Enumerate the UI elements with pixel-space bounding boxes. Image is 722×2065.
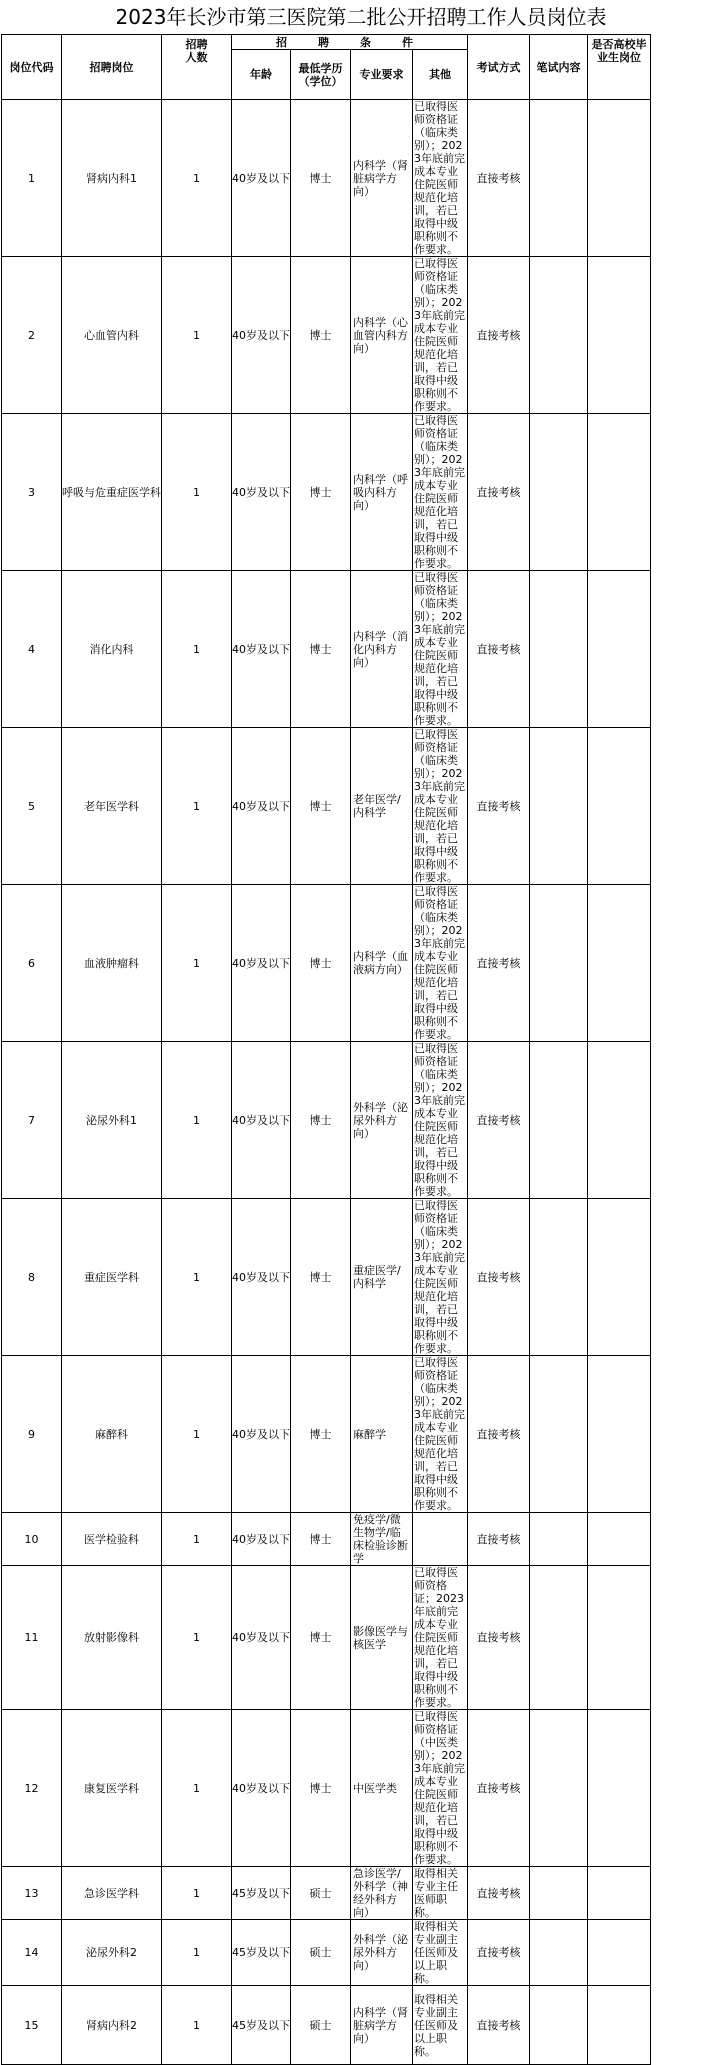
cell-age: 40岁及以下 <box>232 257 291 414</box>
cell-code: 7 <box>2 1042 62 1199</box>
cell-exam: 直接考核 <box>468 100 530 257</box>
cell-other: 已取得医师资格证（临床类别）；2023年底前完成本专业住院医师规范化培训，若已取得中级职称则不作要求。 <box>413 1356 468 1513</box>
cell-exam: 直接考核 <box>468 728 530 885</box>
cell-major: 外科学（泌尿外科方向） <box>351 1920 413 1986</box>
cell-other: 已取得医师资格证（临床类别）；2023年底前完成本专业住院医师规范化培训，若已取得中级职称则不作要求。 <box>413 728 468 885</box>
cell-written <box>530 257 588 414</box>
cell-graduate <box>588 1710 651 1867</box>
cell-post: 康复医学科 <box>62 1710 162 1867</box>
cell-count: 1 <box>162 1199 232 1356</box>
cell-age: 40岁及以下 <box>232 1199 291 1356</box>
cell-written <box>530 1513 588 1566</box>
cell-age: 45岁及以下 <box>232 1920 291 1986</box>
cell-other: 已取得医师资格证（临床类别）；2023年底前完成本专业住院医师规范化培训，若已取得中级职称则不作要求。 <box>413 100 468 257</box>
cell-other: 取得相关专业副主任医师及以上职称。 <box>413 1986 468 2065</box>
cell-major: 中医学类 <box>351 1710 413 1867</box>
cell-post: 心血管内科 <box>62 257 162 414</box>
cell-other: 已取得医师资格证（临床类别）；2023年底前完成本专业住院医师规范化培训，若已取得中级职称则不作要求。 <box>413 1042 468 1199</box>
cell-written <box>530 885 588 1042</box>
cell-written <box>530 1867 588 1920</box>
header-written: 笔试内容 <box>530 35 588 100</box>
cell-education: 博士 <box>291 1513 351 1566</box>
cell-age: 40岁及以下 <box>232 885 291 1042</box>
header-code: 岗位代码 <box>2 35 62 100</box>
cell-post: 血液肿瘤科 <box>62 885 162 1042</box>
cell-count: 1 <box>162 885 232 1042</box>
cell-count: 1 <box>162 414 232 571</box>
cell-code: 9 <box>2 1356 62 1513</box>
cell-education: 博士 <box>291 885 351 1042</box>
header-count <box>162 35 232 100</box>
cell-count: 1 <box>162 1042 232 1199</box>
header-major: 专业要求 <box>351 50 413 100</box>
cell-education: 博士 <box>291 1042 351 1199</box>
cell-education: 博士 <box>291 1199 351 1356</box>
cell-major: 内科学（消化内科方向） <box>351 571 413 728</box>
cell-exam: 直接考核 <box>468 571 530 728</box>
cell-major: 内科学（肾脏病学方向） <box>351 1986 413 2065</box>
cell-graduate <box>588 728 651 885</box>
cell-code: 8 <box>2 1199 62 1356</box>
cell-code: 1 <box>2 100 62 257</box>
cell-other: 已取得医师资格证（临床类别）；2023年底前完成本专业住院医师规范化培训，若已取得中级职称则不作要求。 <box>413 257 468 414</box>
cell-exam: 直接考核 <box>468 1867 530 1920</box>
header-other: 其他 <box>413 50 468 100</box>
cell-count: 1 <box>162 1513 232 1566</box>
cell-education: 博士 <box>291 571 351 728</box>
cell-exam: 直接考核 <box>468 1710 530 1867</box>
cell-code: 6 <box>2 885 62 1042</box>
cell-exam: 直接考核 <box>468 1042 530 1199</box>
cell-graduate <box>588 885 651 1042</box>
cell-written <box>530 1356 588 1513</box>
cell-education: 博士 <box>291 728 351 885</box>
cell-post: 呼吸与危重症医学科 <box>62 414 162 571</box>
cell-exam: 直接考核 <box>468 1566 530 1710</box>
cell-age: 40岁及以下 <box>232 728 291 885</box>
cell-code: 11 <box>2 1566 62 1710</box>
cell-count: 1 <box>162 1710 232 1867</box>
cell-age: 45岁及以下 <box>232 1986 291 2065</box>
cell-age: 45岁及以下 <box>232 1867 291 1920</box>
cell-count: 1 <box>162 1566 232 1710</box>
cell-education: 硕士 <box>291 1920 351 1986</box>
cell-post: 急诊医学科 <box>62 1867 162 1920</box>
cell-age: 40岁及以下 <box>232 1566 291 1710</box>
cell-count: 1 <box>162 1986 232 2065</box>
cell-code: 5 <box>2 728 62 885</box>
header-graduate-text: 是否高校毕业生岗位 <box>591 38 647 64</box>
table-row <box>2 1986 651 2065</box>
cell-education: 博士 <box>291 414 351 571</box>
cell-major: 内科学（呼吸内科方向） <box>351 414 413 571</box>
cell-post: 肾病内科1 <box>62 100 162 257</box>
cell-other: 已取得医师资格证（临床类别）；2023年底前完成本专业住院医师规范化培训，若已取得中级职称则不作要求。 <box>413 1199 468 1356</box>
cell-post: 麻醉科 <box>62 1356 162 1513</box>
cell-post: 泌尿外科2 <box>62 1920 162 1986</box>
cell-code: 15 <box>2 1986 62 2065</box>
table-row <box>2 1356 651 1513</box>
cell-exam: 直接考核 <box>468 414 530 571</box>
cell-major: 急诊医学/外科学（神经外科方向） <box>351 1867 413 1920</box>
cell-written <box>530 728 588 885</box>
table-row <box>2 1710 651 1867</box>
cell-major: 免疫学/微生物学/临床检验诊断学 <box>351 1513 413 1566</box>
cell-post: 重症医学科 <box>62 1199 162 1356</box>
cell-graduate <box>588 1566 651 1710</box>
cell-exam: 直接考核 <box>468 1513 530 1566</box>
cell-age: 40岁及以下 <box>232 100 291 257</box>
cell-major: 麻醉学 <box>351 1356 413 1513</box>
cell-major: 外科学（泌尿外科方向） <box>351 1042 413 1199</box>
header-graduate <box>588 35 651 100</box>
cell-education: 博士 <box>291 100 351 257</box>
cell-major: 内科学（肾脏病学方向） <box>351 100 413 257</box>
cell-other: 已取得医师资格证；2023年底前完成本专业住院医师规范化培训，若已取得中级职称则不作要求。 <box>413 1566 468 1710</box>
cell-graduate <box>588 257 651 414</box>
table-row <box>2 257 651 414</box>
cell-education: 博士 <box>291 1566 351 1710</box>
cell-written <box>530 1986 588 2065</box>
recruitment-table <box>1 34 651 2065</box>
cell-count: 1 <box>162 571 232 728</box>
cell-other: 取得相关专业主任医师职称。 <box>413 1867 468 1920</box>
cell-education: 博士 <box>291 257 351 414</box>
cell-major: 重症医学/内科学 <box>351 1199 413 1356</box>
cell-count: 1 <box>162 1356 232 1513</box>
cell-written <box>530 1199 588 1356</box>
cell-graduate <box>588 1356 651 1513</box>
header-exam: 考试方式 <box>468 35 530 100</box>
cell-exam: 直接考核 <box>468 1920 530 1986</box>
cell-age: 40岁及以下 <box>232 1042 291 1199</box>
cell-graduate <box>588 1986 651 2065</box>
cell-written <box>530 571 588 728</box>
cell-education: 硕士 <box>291 1867 351 1920</box>
cell-education: 硕士 <box>291 1986 351 2065</box>
cell-written <box>530 1710 588 1867</box>
cell-written <box>530 1042 588 1199</box>
cell-major: 内科学（血液病方向） <box>351 885 413 1042</box>
header-education <box>291 50 351 100</box>
cell-post: 医学检验科 <box>62 1513 162 1566</box>
cell-code: 14 <box>2 1920 62 1986</box>
cell-written <box>530 414 588 571</box>
cell-age: 40岁及以下 <box>232 571 291 728</box>
cell-exam: 直接考核 <box>468 1199 530 1356</box>
cell-graduate <box>588 1042 651 1199</box>
table-row <box>2 885 651 1042</box>
cell-other: 已取得医师资格证（中医类别）；2023年底前完成本专业住院医师规范化培训，若已取得中级职称则不作要求。 <box>413 1710 468 1867</box>
cell-other: 取得相关专业副主任医师及以上职称。 <box>413 1920 468 1986</box>
cell-code: 12 <box>2 1710 62 1867</box>
cell-other: 已取得医师资格证（临床类别）；2023年底前完成本专业住院医师规范化培训，若已取得中级职称则不作要求。 <box>413 571 468 728</box>
cell-post: 老年医学科 <box>62 728 162 885</box>
table-row <box>2 571 651 728</box>
table-row <box>2 1867 651 1920</box>
cell-code: 4 <box>2 571 62 728</box>
cell-count: 1 <box>162 100 232 257</box>
cell-exam: 直接考核 <box>468 257 530 414</box>
header-conditions: 招 聘 条 件 <box>232 35 468 50</box>
table-row <box>2 1920 651 1986</box>
cell-post: 放射影像科 <box>62 1566 162 1710</box>
header-education-text: 最低学历（学位） <box>298 61 343 88</box>
cell-code: 10 <box>2 1513 62 1566</box>
table-row <box>2 414 651 571</box>
cell-graduate <box>588 1867 651 1920</box>
cell-post: 泌尿外科1 <box>62 1042 162 1199</box>
header-age: 年龄 <box>232 50 291 100</box>
cell-graduate <box>588 1920 651 1986</box>
cell-code: 13 <box>2 1867 62 1920</box>
table-row <box>2 1566 651 1710</box>
page-title: 2023年长沙市第三医院第二批公开招聘工作人员岗位表 <box>115 5 607 29</box>
cell-other <box>413 1513 468 1566</box>
cell-age: 40岁及以下 <box>232 1513 291 1566</box>
cell-major: 内科学（心血管内科方向） <box>351 257 413 414</box>
cell-graduate <box>588 1513 651 1566</box>
table-body <box>2 100 651 2065</box>
cell-written <box>530 1566 588 1710</box>
cell-age: 40岁及以下 <box>232 414 291 571</box>
table-row <box>2 728 651 885</box>
cell-graduate <box>588 1199 651 1356</box>
cell-graduate <box>588 414 651 571</box>
cell-code: 3 <box>2 414 62 571</box>
table-row <box>2 100 651 257</box>
cell-count: 1 <box>162 1867 232 1920</box>
cell-exam: 直接考核 <box>468 1986 530 2065</box>
table-row <box>2 1042 651 1199</box>
cell-written <box>530 100 588 257</box>
cell-major: 影像医学与核医学 <box>351 1566 413 1710</box>
cell-post: 消化内科 <box>62 571 162 728</box>
cell-major: 老年医学/内科学 <box>351 728 413 885</box>
cell-graduate <box>588 100 651 257</box>
cell-exam: 直接考核 <box>468 885 530 1042</box>
cell-count: 1 <box>162 257 232 414</box>
cell-other: 已取得医师资格证（临床类别）；2023年底前完成本专业住院医师规范化培训，若已取得中级职称则不作要求。 <box>413 885 468 1042</box>
cell-count: 1 <box>162 728 232 885</box>
table-row <box>2 1199 651 1356</box>
cell-graduate <box>588 571 651 728</box>
header-post: 招聘岗位 <box>62 35 162 100</box>
cell-age: 40岁及以下 <box>232 1710 291 1867</box>
cell-other: 已取得医师资格证（临床类别）；2023年底前完成本专业住院医师规范化培训，若已取得中级职称则不作要求。 <box>413 414 468 571</box>
cell-post: 肾病内科2 <box>62 1986 162 2065</box>
table-row <box>2 1513 651 1566</box>
header-count-text: 招聘人数 <box>185 38 208 64</box>
cell-education: 博士 <box>291 1710 351 1867</box>
cell-count: 1 <box>162 1920 232 1986</box>
cell-written <box>530 1920 588 1986</box>
cell-education: 博士 <box>291 1356 351 1513</box>
cell-exam: 直接考核 <box>468 1356 530 1513</box>
cell-age: 40岁及以下 <box>232 1356 291 1513</box>
cell-code: 2 <box>2 257 62 414</box>
